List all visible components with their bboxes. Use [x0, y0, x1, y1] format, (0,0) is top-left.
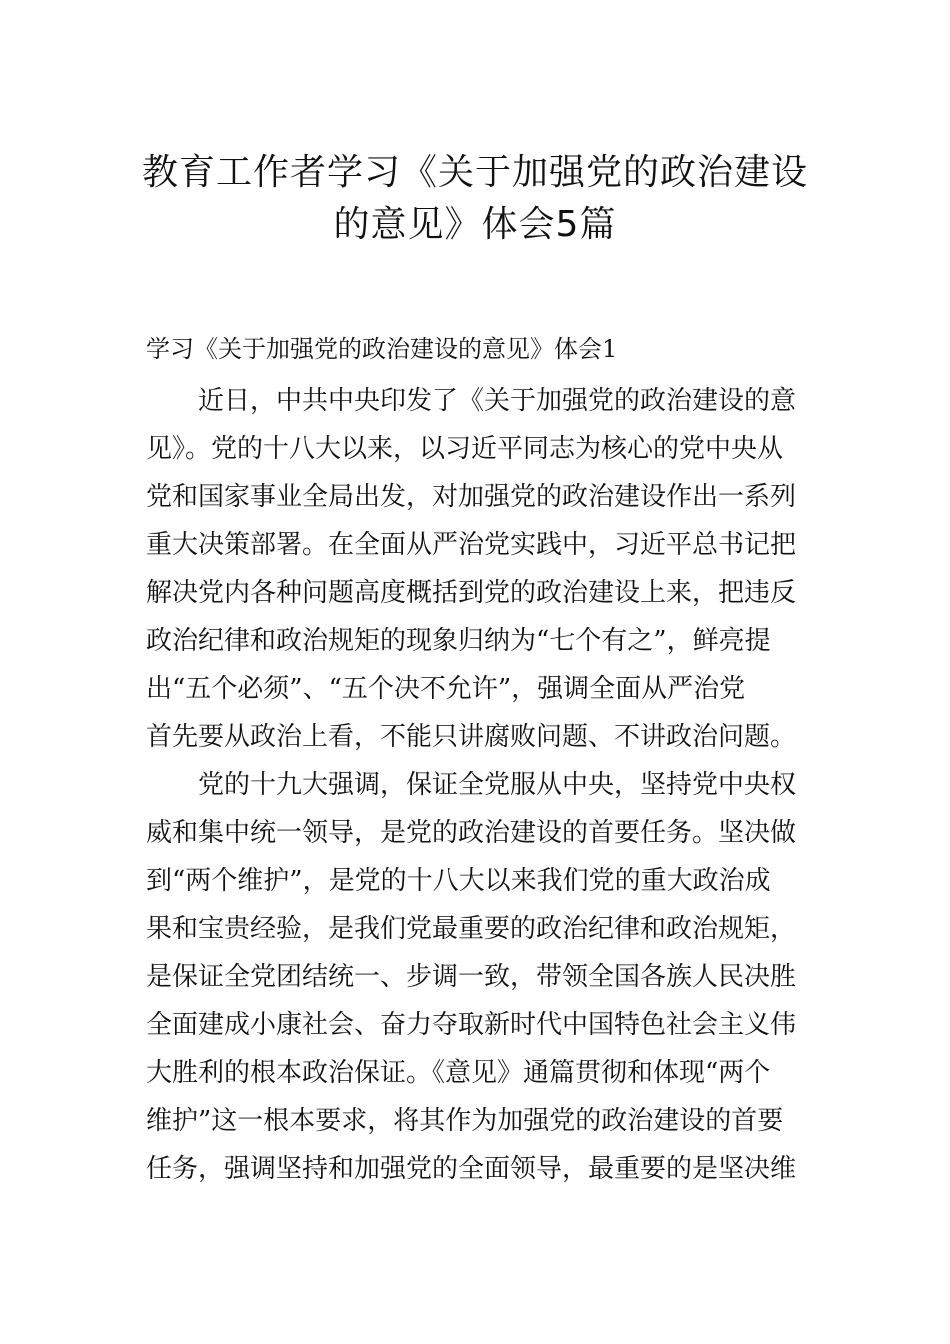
paragraph-line: 全面建成小康社会、奋力夺取新时代中国特色社会主义伟 [146, 1010, 797, 1040]
paragraph-1 [146, 377, 816, 761]
paragraph-line: 见》。党的十八大以来，以习近平同志为核心的党中央从 [146, 434, 784, 464]
title-line-1: 教育工作者学习《关于加强党的政治建设 [141, 152, 808, 193]
paragraph-line: 政治纪律和政治规矩的现象归纳为“七个有之”，鲜亮提 [146, 626, 771, 656]
paragraph-line: 首先要从政治上看，不能只讲腐败问题、不讲政治问题。 [146, 722, 797, 752]
paragraph-2 [146, 761, 816, 1193]
title-line-2: 的意见》体会5篇 [333, 204, 617, 245]
document-title [0, 147, 950, 251]
paragraph-line: 是保证全党团结统一、步调一致，带领全国各族人民决胜 [146, 962, 797, 992]
paragraph-line: 重大决策部署。在全面从严治党实践中，习近平总书记把 [146, 530, 797, 560]
paragraph-line: 到“两个维护”，是党的十八大以来我们党的重大政治成 [146, 866, 771, 896]
paragraph-line: 近日，中共中央印发了《关于加强党的政治建设的意 [198, 386, 797, 416]
paragraph-line: 党的十九大强调，保证全党服从中央，坚持党中央权 [198, 770, 797, 800]
paragraph-line: 任务，强调坚持和加强党的全面领导，最重要的是坚决维 [146, 1154, 797, 1184]
paragraph-line: 出“五个必须”、“五个决不允许”，强调全面从严治党 [146, 674, 746, 704]
paragraph-line: 果和宝贵经验，是我们党最重要的政治纪律和政治规矩， [146, 914, 797, 944]
document-body [146, 377, 816, 1193]
paragraph-line: 解决党内各种问题高度概括到党的政治建设上来，把违反 [146, 578, 797, 608]
paragraph-line: 维护”这一根本要求，将其作为加强党的政治建设的首要 [146, 1106, 784, 1136]
paragraph-line: 威和集中统一领导，是党的政治建设的首要任务。坚决做 [146, 818, 797, 848]
paragraph-line: 大胜利的根本政治保证。《意见》通篇贯彻和体现“两个 [146, 1058, 771, 1088]
paragraph-line: 党和国家事业全局出发，对加强党的政治建设作出一系列 [146, 482, 797, 512]
section-heading: 学习《关于加强党的政治建设的意见》体会1 [146, 335, 618, 363]
